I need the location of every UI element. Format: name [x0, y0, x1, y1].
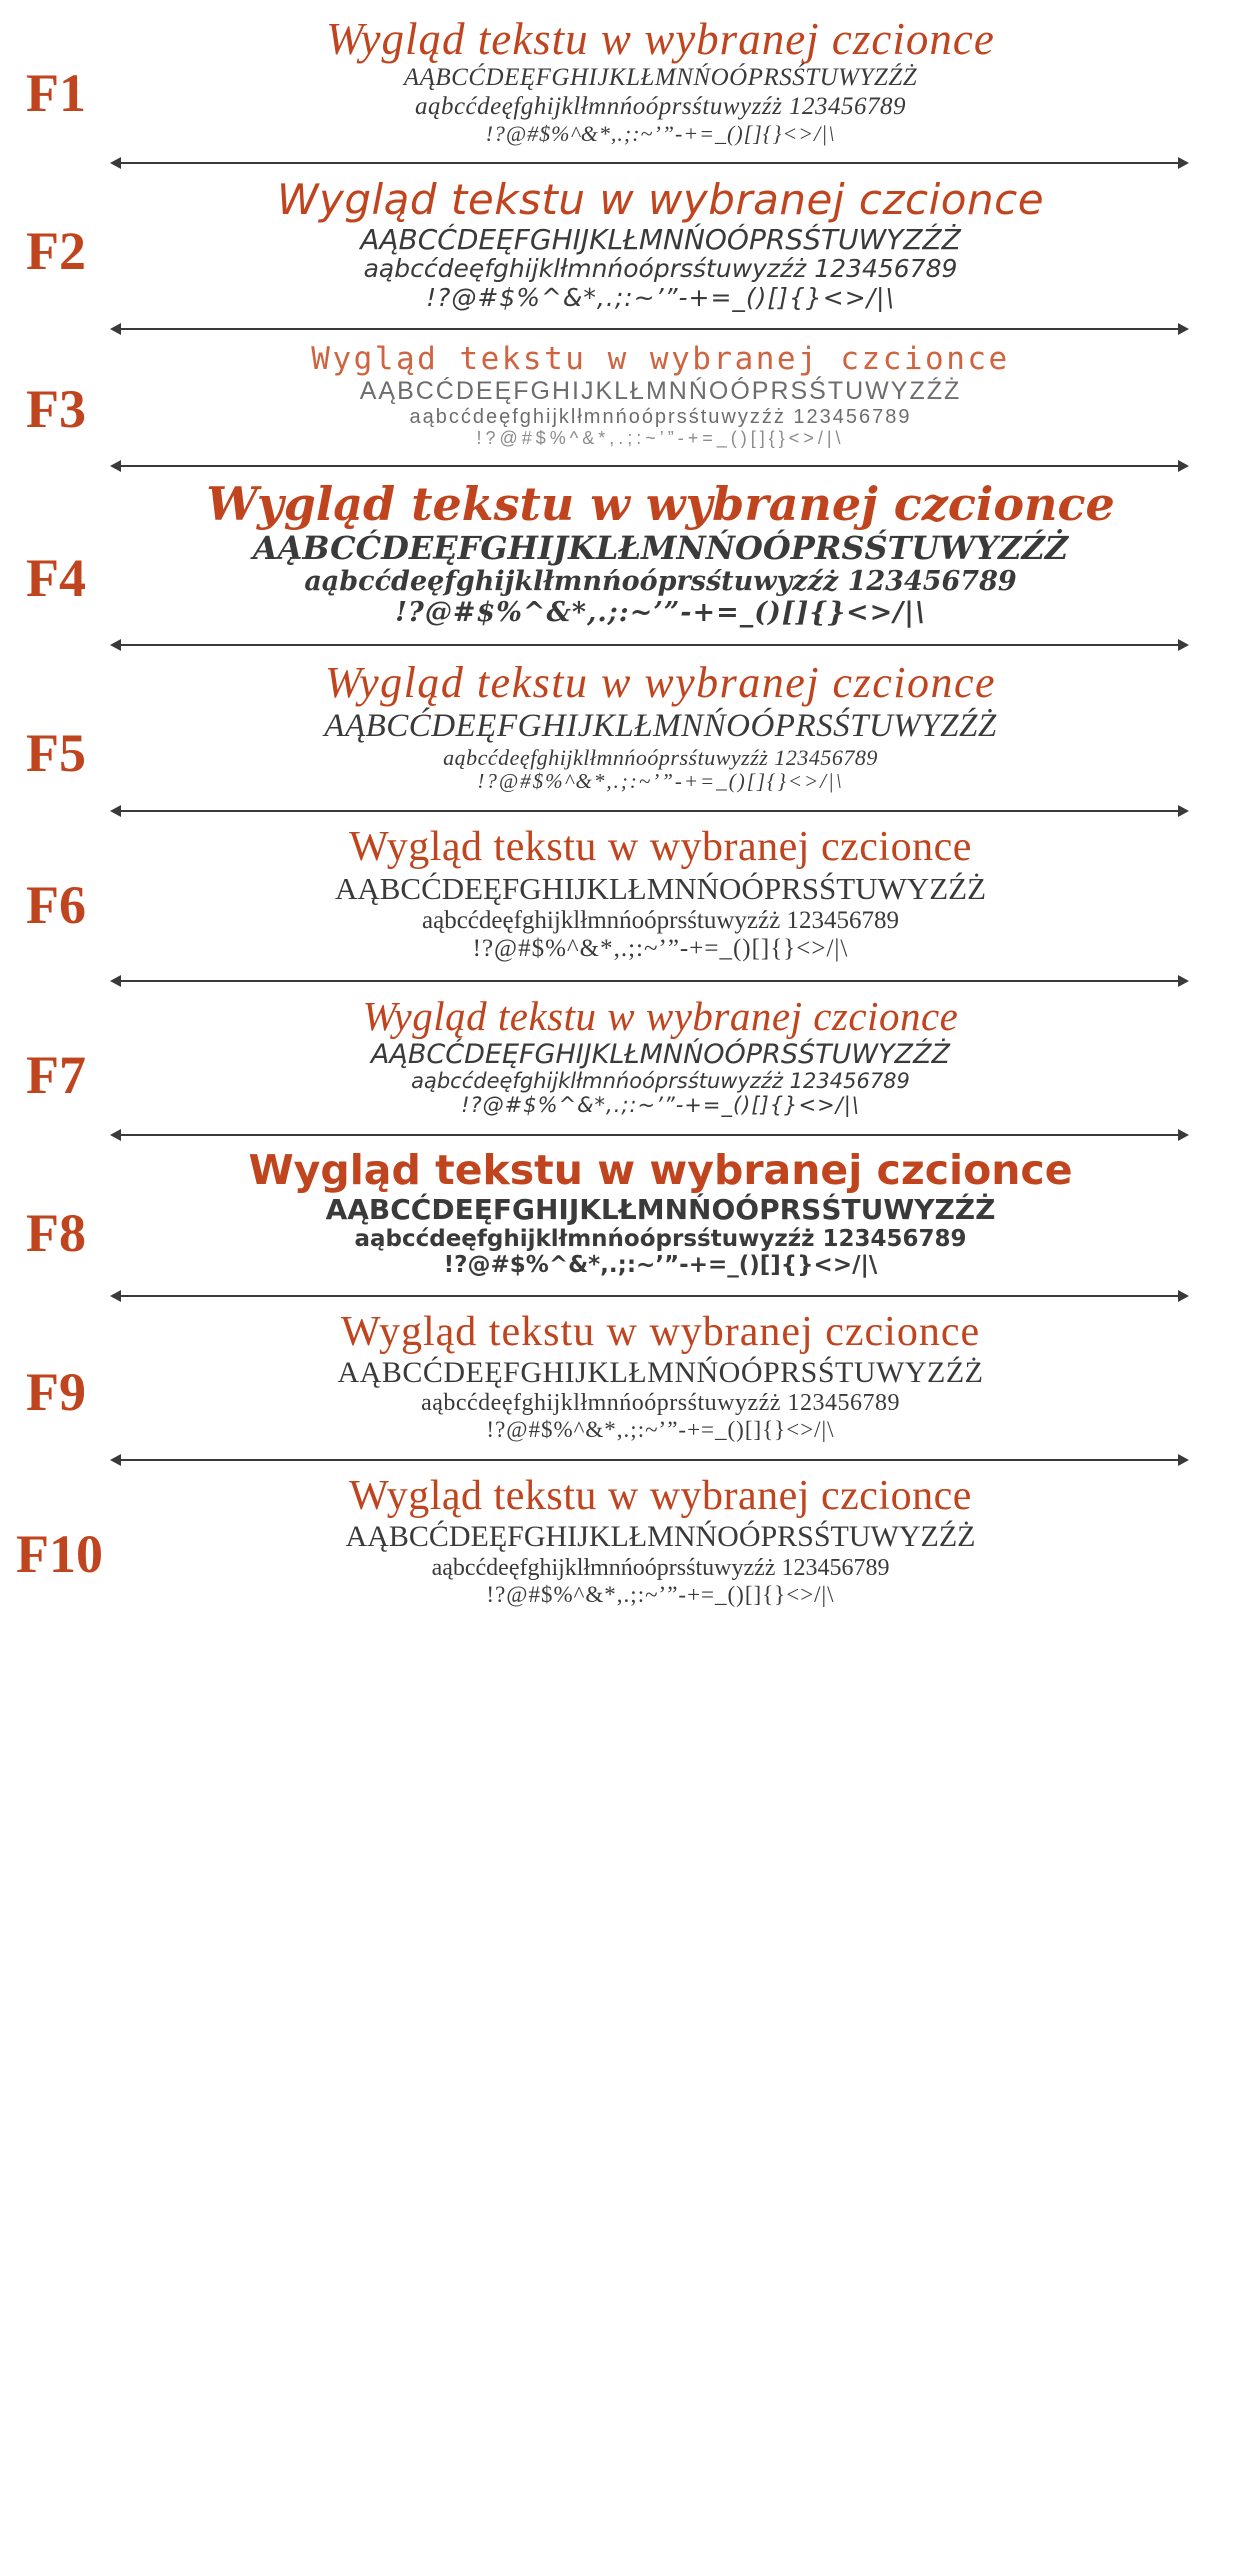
specimen-body-f5 — [96, 658, 1225, 794]
separator-rule-6 — [110, 974, 1189, 986]
font-specimen-f3 — [0, 338, 1241, 451]
sample-uppercase-f4: AĄBCĆDEĘFGHIJKLŁMNŃOÓPRSŚTUWYZŹŻ — [252, 529, 1069, 568]
sample-uppercase-f3: AĄBCĆDEĘFGHIJKLŁMNŃOÓPRSŚTUWYZŹŻ — [359, 377, 962, 406]
sample-lowercase-f1: aąbcćdeęfghijklłmnńoóprsśtuwyzźż 123456789 — [414, 92, 907, 120]
sample-symbols-f7: !?@#$%^&*,.;:~’”-+=_()[]{}<>/|\ — [461, 1093, 860, 1118]
sample-symbols-f9: !?@#$%^&*,.;:~’”-+=_()[]{}<>/|\ — [486, 1417, 835, 1443]
specimen-body-f2 — [96, 176, 1225, 312]
sample-uppercase-f5: AĄBCĆDEĘFGHIJKLŁMNŃOÓPRSŚTUWYZŹŻ — [324, 707, 997, 744]
sample-uppercase-f7: AĄBCĆDEĘFGHIJKLŁMNŃOÓPRSŚTUWYZŹŻ — [370, 1038, 951, 1070]
specimen-body-f4 — [96, 476, 1225, 629]
specimen-body-f10 — [96, 1473, 1225, 1608]
arrow-right-icon — [1178, 323, 1189, 335]
arrow-right-icon — [1178, 1454, 1189, 1466]
arrow-right-icon — [1178, 975, 1189, 987]
sample-uppercase-f6: AĄBCĆDEĘFGHIJKLŁMNŃOÓPRSŚTUWYZŹŻ — [334, 871, 986, 907]
separator-rule-7 — [110, 1128, 1189, 1140]
sample-symbols-f8: !?@#$%^&*,.;:~’”-+=_()[]{}<>/|\ — [443, 1252, 878, 1279]
sample-title-f5: Wygląd tekstu w wybranej czcionce — [324, 658, 997, 708]
arrow-right-icon — [1178, 460, 1189, 472]
arrow-right-icon — [1178, 1129, 1189, 1141]
separator-rule-1 — [110, 156, 1189, 168]
sample-symbols-f4: !?@#$%^&*,.;:~’”-+=_()[]{}<>/|\ — [395, 596, 926, 628]
sample-lowercase-f3: aąbcćdeęfghijklłmnńoóprsśtuwyzźż 123456789 — [409, 405, 912, 428]
font-label-f7: F7 — [26, 1044, 86, 1105]
font-specimen-f2 — [0, 172, 1241, 314]
font-label-f6: F6 — [26, 875, 86, 936]
sample-title-f3: Wygląd tekstu w wybranej czcionce — [311, 341, 1010, 378]
separator-rule-8 — [110, 1289, 1189, 1301]
sample-title-f4: Wygląd tekstu w wybranej czcionce — [206, 476, 1115, 531]
font-specimen-f6 — [0, 820, 1241, 965]
sample-lowercase-f2: aąbcćdeęfghijklłmnńoóprsśtuwyzźż 123456789 — [363, 254, 958, 284]
sample-symbols-f6: !?@#$%^&*,.;:~’”-+=_()[]{}<>/|\ — [472, 935, 849, 963]
rule-bar — [120, 328, 1179, 330]
font-label-f8: F8 — [26, 1203, 86, 1264]
sample-symbols-f10: !?@#$%^&*,.;:~’”-+=_()[]{}<>/|\ — [486, 1581, 835, 1607]
rule-bar — [120, 1295, 1179, 1297]
sample-lowercase-f9: aąbcćdeęfghijklłmnńoóprsśtuwyzźż 123456789 — [421, 1389, 900, 1416]
sample-title-f6: Wygląd tekstu w wybranej czcionce — [349, 824, 972, 871]
specimen-body-f3 — [96, 342, 1225, 449]
arrow-right-icon — [1178, 157, 1189, 169]
sample-title-f9: Wygląd tekstu w wybranej czcionce — [340, 1308, 981, 1355]
font-specimen-f1 — [0, 10, 1241, 148]
rule-bar — [120, 980, 1179, 982]
specimen-body-f6 — [96, 824, 1225, 963]
font-label-f9: F9 — [26, 1361, 86, 1422]
specimen-body-f8 — [96, 1148, 1225, 1278]
font-label-f1: F1 — [26, 63, 86, 123]
sample-title-f1: Wygląd tekstu w wybranej czcionce — [326, 14, 995, 64]
sample-title-f10: Wygląd tekstu w wybranej czcionce — [349, 1473, 972, 1520]
specimen-body-f7 — [96, 994, 1225, 1119]
sample-title-f8: Wygląd tekstu w wybranej czcionce — [248, 1146, 1073, 1195]
font-specimen-f5 — [0, 654, 1241, 796]
rule-bar — [120, 1459, 1179, 1461]
specimen-body-f1 — [96, 14, 1225, 146]
rule-bar — [120, 1134, 1179, 1136]
sample-uppercase-f10: AĄBCĆDEĘFGHIJKLŁMNŃOÓPRSŚTUWYZŹŻ — [345, 1520, 976, 1554]
sample-title-f2: Wygląd tekstu w wybranej czcionce — [276, 175, 1045, 225]
font-label-f5: F5 — [26, 723, 86, 784]
sample-lowercase-f7: aąbcćdeęfghijklłmnńoóprsśtuwyzźż 123456789 — [411, 1069, 910, 1094]
sample-title-f7: Wygląd tekstu w wybranej czcionce — [362, 992, 959, 1039]
sample-symbols-f2: !?@#$%^&*,.;:~’”-+=_()[]{}<>/|\ — [426, 282, 895, 312]
sample-symbols-f3: !?@#$%^&*,.;:~’”-+=_()[]{}<>/|\ — [476, 428, 845, 449]
sample-lowercase-f10: aąbcćdeęfghijklłmnńoóprsśtuwyzźż 123456789 — [431, 1554, 890, 1581]
arrow-right-icon — [1178, 639, 1189, 651]
font-label-f3: F3 — [26, 379, 86, 440]
sample-lowercase-f4: aąbcćdeęfghijklłmnńoóprsśtuwyzźż 123456789 — [304, 565, 1017, 597]
sample-lowercase-f5: aąbcćdeęfghijklłmnńoóprsśtuwyzźż 123456789 — [443, 745, 878, 771]
sample-lowercase-f8: aąbcćdeęfghijklłmnńoóprsśtuwyzźż 123456789 — [354, 1226, 967, 1253]
sample-uppercase-f8: AĄBCĆDEĘFGHIJKLŁMNŃOÓPRSŚTUWYZŹŻ — [325, 1193, 996, 1227]
rule-bar — [120, 465, 1179, 467]
font-label-f10: F10 — [16, 1524, 103, 1585]
rule-bar — [120, 162, 1179, 164]
sample-uppercase-f9: AĄBCĆDEĘFGHIJKLŁMNŃOÓPRSŚTUWYZŹŻ — [337, 1355, 984, 1389]
sample-symbols-f1: !?@#$%^&*,.;:~’”-+=_()[]{}<>/|\ — [485, 121, 836, 147]
rule-bar — [120, 644, 1179, 646]
font-specimen-f8 — [0, 1144, 1241, 1280]
specimen-body-f9 — [96, 1309, 1225, 1444]
sample-lowercase-f6: aąbcćdeęfghijklłmnńoóprsśtuwyzźż 123456789 — [422, 906, 899, 934]
arrow-right-icon — [1178, 805, 1189, 817]
font-specimen-f4 — [0, 475, 1241, 631]
rule-bar — [120, 810, 1179, 812]
font-label-f4: F4 — [26, 547, 86, 608]
font-label-f2: F2 — [26, 221, 86, 282]
font-specimen-f9 — [0, 1305, 1241, 1446]
separator-rule-9 — [110, 1453, 1189, 1465]
separator-rule-4 — [110, 638, 1189, 650]
separator-rule-5 — [110, 804, 1189, 816]
sample-symbols-f5: !?@#$%^&*,.;:~’”-+=_()[]{}<>/|\ — [477, 769, 844, 794]
sample-uppercase-f1: AĄBCĆDEĘFGHIJKLŁMNŃOÓPRSŚTUWYZŹŻ — [403, 64, 918, 92]
separator-rule-3 — [110, 459, 1189, 471]
sample-uppercase-f2: AĄBCĆDEĘFGHIJKLŁMNŃOÓPRSŚTUWYZŹŻ — [360, 222, 961, 256]
arrow-right-icon — [1178, 1290, 1189, 1302]
font-specimen-f7 — [0, 990, 1241, 1121]
font-specimen-f10 — [0, 1469, 1241, 1610]
separator-rule-2 — [110, 322, 1189, 334]
